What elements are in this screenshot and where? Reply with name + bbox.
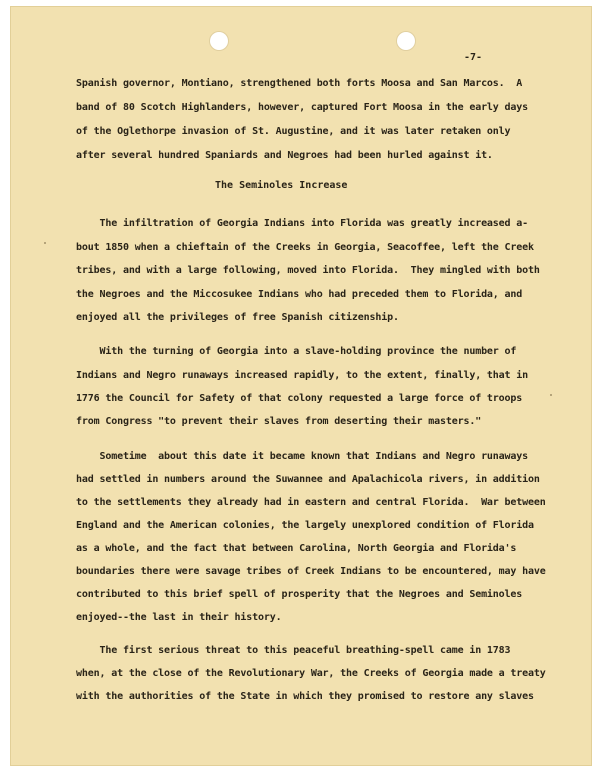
text-line: Sometime about this date it became known that Indians and Negro runaways	[76, 451, 529, 462]
text-line: to the settlements they already had in eastern and central Florida. War between	[76, 497, 546, 508]
page-number: -7-	[464, 52, 483, 63]
text-line: with the authorities of the State in which they promised to restore any slaves	[76, 691, 534, 702]
text-line: as a whole, and the fact that between Carolina, North Georgia and Florida's	[76, 543, 517, 554]
section-heading: The Seminoles Increase	[215, 180, 348, 191]
punch-hole-right	[397, 32, 415, 50]
text-line: enjoyed all the privileges of free Spanish citizenship.	[76, 312, 399, 323]
text-line: after several hundred Spaniards and Negroes had been hurled against it.	[76, 150, 493, 161]
text-line: had settled in numbers around the Suwannee and Apalachicola rivers, in addition	[76, 474, 540, 485]
punch-hole-left	[210, 32, 228, 50]
text-line: the Negroes and the Miccosukee Indians who had preceded them to Florida, and	[76, 289, 523, 300]
text-line: With the turning of Georgia into a slave-holding province the number of	[76, 346, 517, 357]
text-line: 1776 the Council for Safety of that colony requested a large force of troops	[76, 393, 523, 404]
text-line: when, at the close of the Revolutionary War, the Creeks of Georgia made a treaty	[76, 668, 546, 679]
text-line: from Congress "to prevent their slaves from deserting their masters."	[76, 416, 482, 427]
text-line: boundaries there were savage tribes of Creek Indians to be encountered, may have	[76, 566, 546, 577]
text-line: tribes, and with a large following, moved into Florida. They mingled with both	[76, 265, 540, 276]
text-line: contributed to this brief spell of prosperity that the Negroes and Seminoles	[76, 589, 523, 600]
text-line: Spanish governor, Montiano, strengthened both forts Moosa and San Marcos. A	[76, 78, 523, 89]
text-line: bout 1850 when a chieftain of the Creeks in Georgia, Seacoffee, left the Creek	[76, 242, 534, 253]
text-line: band of 80 Scotch Highlanders, however, captured Fort Moosa in the early days	[76, 102, 529, 113]
text-line: The infiltration of Georgia Indians into Florida was greatly increased a-	[76, 218, 529, 229]
paper-speck	[44, 242, 46, 244]
text-line: of the Oglethorpe invasion of St. Augustine, and it was later retaken only	[76, 126, 511, 137]
paper-speck	[550, 394, 552, 396]
text-line: Indians and Negro runaways increased rapidly, to the extent, finally, that in	[76, 370, 529, 381]
text-line: The first serious threat to this peaceful breathing-spell came in 1783	[76, 645, 511, 656]
text-line: enjoyed--the last in their history.	[76, 612, 282, 623]
text-line: England and the American colonies, the largely unexplored condition of Florida	[76, 520, 534, 531]
